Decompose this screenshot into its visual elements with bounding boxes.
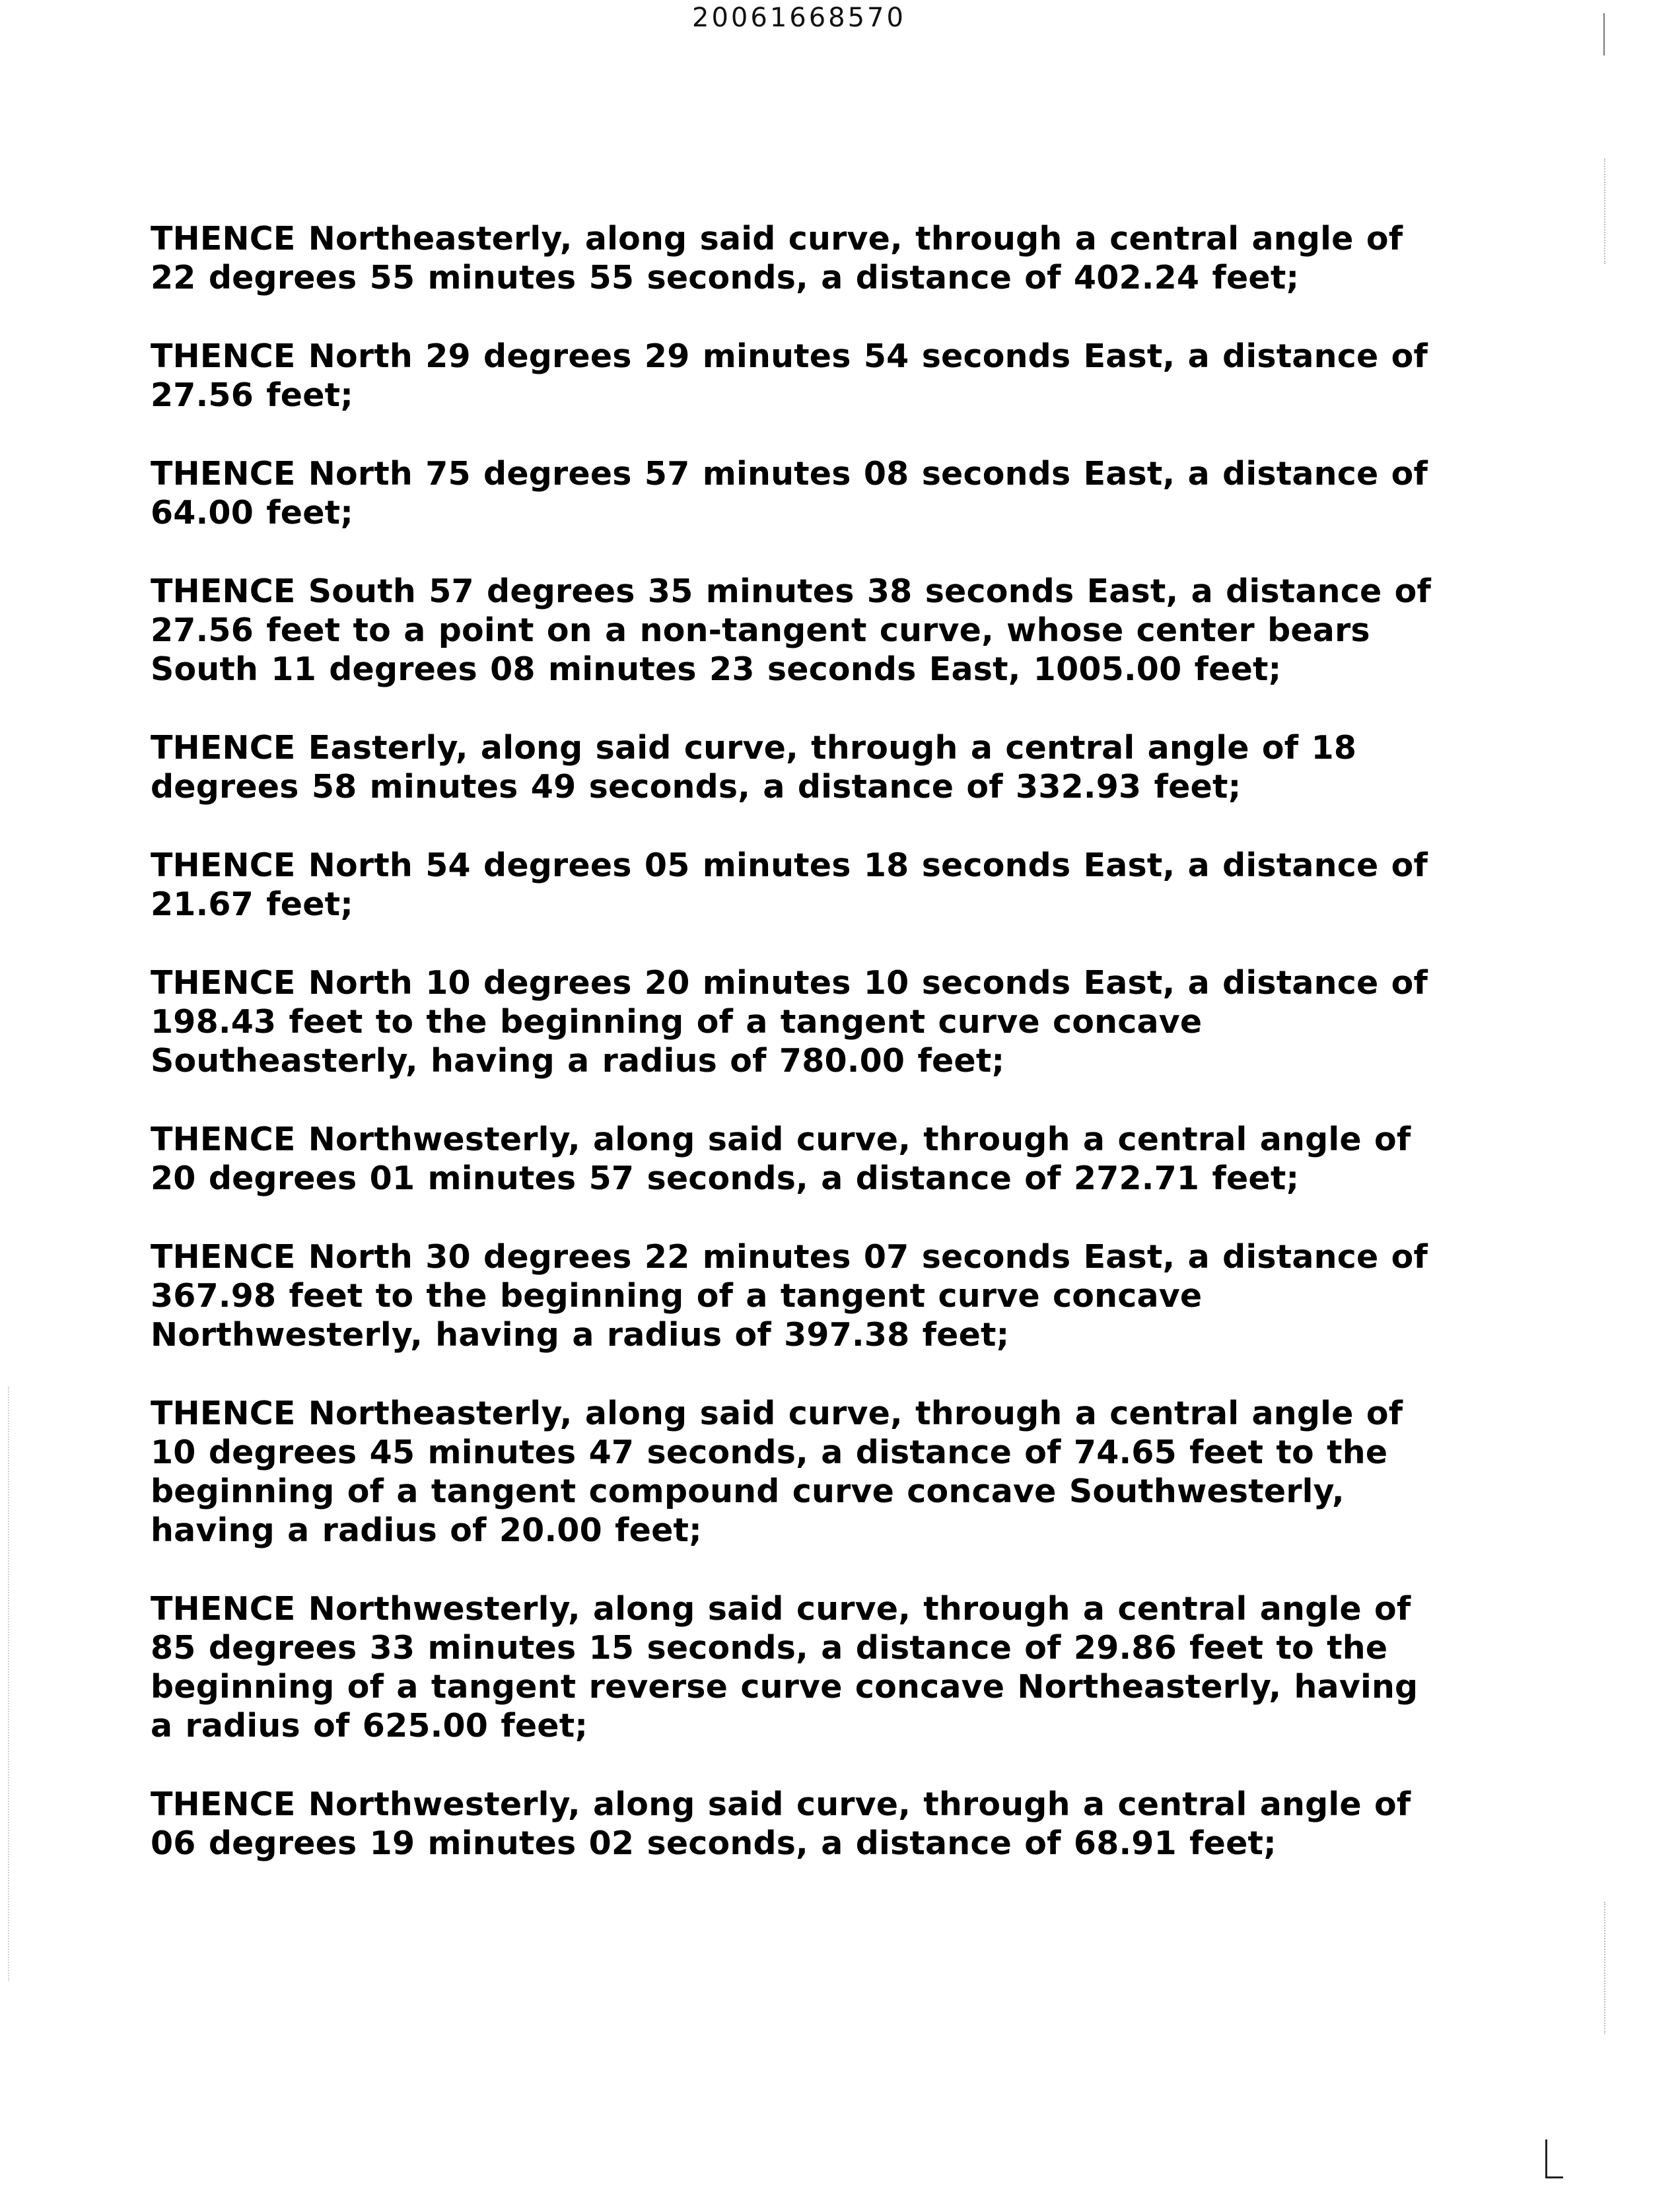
scan-edge-dots — [8, 1387, 10, 1981]
course-paragraph: THENCE Northeasterly, along said curve, through a central angle of 10 degrees 45 minutes 47 seconds, a distance of 74.65 feet to the beginning of a tangent compound curve concave Southwesterly, having a radius of 20.00 feet; — [151, 1395, 1403, 1549]
course-paragraph: THENCE North 29 degrees 29 minutes 54 seconds East, a distance of 27.56 feet; — [151, 337, 1428, 414]
scan-edge-dots — [1604, 158, 1606, 264]
course-paragraph: THENCE North 54 degrees 05 minutes 18 seconds East, a distance of 21.67 feet; — [151, 847, 1428, 923]
course-paragraph: THENCE Easterly, along said curve, through a central angle of 18 degrees 58 minutes 49 seconds, a distance of 332.93 feet; — [151, 729, 1357, 806]
scan-edge-dots — [1604, 1902, 1606, 2034]
course-paragraph: THENCE Northwesterly, along said curve, through a central angle of 20 degrees 01 minutes 57 seconds, a distance of 272.71 feet; — [151, 1121, 1411, 1197]
course-paragraph: THENCE North 30 degrees 22 minutes 07 seconds East, a distance of 367.98 feet to the beginning of a tangent curve concave Northwesterly, having a radius of 397.38 feet; — [151, 1238, 1428, 1354]
course-paragraph: THENCE North 75 degrees 57 minutes 08 seconds East, a distance of 64.00 feet; — [151, 455, 1428, 532]
document-number: 20061668570 — [692, 3, 906, 33]
legal-description-body — [151, 219, 1445, 1902]
course-paragraph: THENCE Northeasterly, along said curve, through a central angle of 22 degrees 55 minutes 55 seconds, a distance of 402.24 feet; — [151, 220, 1403, 296]
page-corner-mark — [1545, 2139, 1563, 2178]
scan-edge-mark — [1603, 13, 1605, 55]
course-paragraph: THENCE South 57 degrees 35 minutes 38 seconds East, a distance of 27.56 feet to a point on a non-tangent curve, whose center bears South 11 degrees 08 minutes 23 seconds East, 1005.00 feet; — [151, 573, 1432, 688]
course-paragraph: THENCE Northwesterly, along said curve, through a central angle of 85 degrees 33 minutes 15 seconds, a distance of 29.86 feet to the beginning of a tangent reverse curve concave Northeasterly, having a radius of 625.00 feet; — [151, 1590, 1418, 1745]
course-paragraph: THENCE North 10 degrees 20 minutes 10 seconds East, a distance of 198.43 feet to the beginning of a tangent curve concave Southeasterly, having a radius of 780.00 feet; — [151, 964, 1428, 1080]
course-paragraph: THENCE Northwesterly, along said curve, through a central angle of 06 degrees 19 minutes 02 seconds, a distance of 68.91 feet; — [151, 1786, 1411, 1862]
